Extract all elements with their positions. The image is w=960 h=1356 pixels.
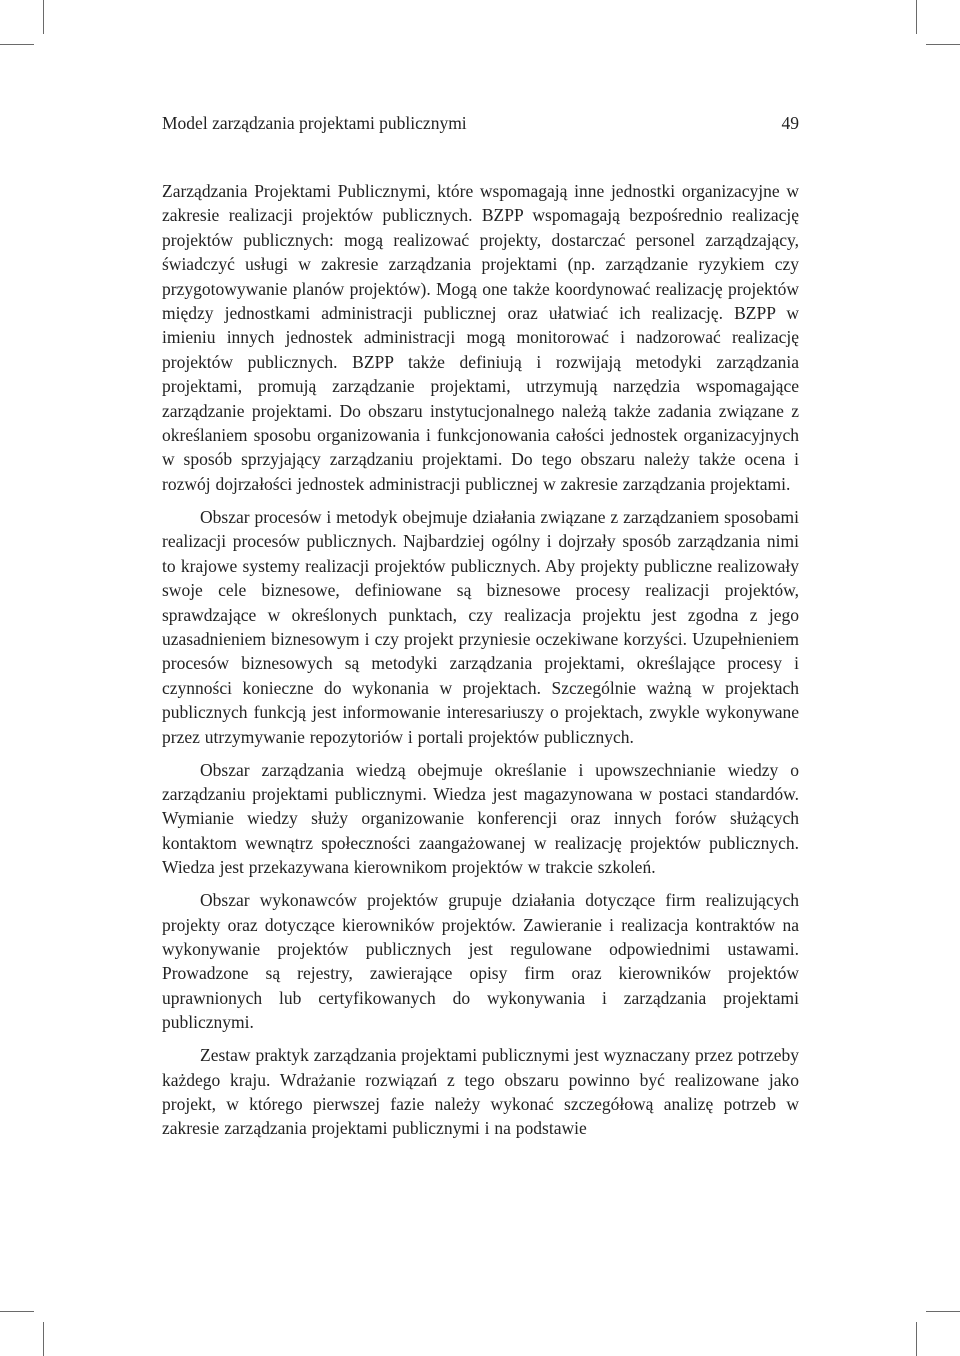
crop-mark [43, 1322, 44, 1356]
paragraph: Obszar zarządzania wiedzą obejmuje określanie i upowszechnianie wiedzy o zarządzaniu projektami publicznymi. Wiedza jest magazynowana w postaci standardów. Wymianie wiedzy służy organizowanie konferencji oraz innych forów służących kontaktom wewnątrz społeczności zaangażowanej w realizację projektów publicznych. Wiedza jest przekazywana kierownikom projektów w trakcie szkoleń. [162, 759, 799, 878]
paragraph: Zarządzania Projektami Publicznymi, które wspomagają inne jednostki organizacyjne w zakresie realizacji projektów publicznych. BZPP wspomagają bezpośrednio realizację projektów publicznych: mogą realizować projekty, dostarczać personel zarządzający, świadczyć usługi w zakresie zarządzania projektami (np. zarządzanie ryzykiem czy przygotowywanie planów projektów). Mogą one także koordynować realizację projektów między jednostkami administracji publicznej oraz ułatwiać ich realizację. BZPP w imieniu innych jednostek administracji mogą monitorować i nadzorować realizację projektów publicznych. BZPP także definiują i rozwijają metodyki zarządzania projektami, promują zarządzanie projektami, utrzymują narzędzia wspomagające zarządzanie projektami. Do obszaru instytucjonalnego należą także zadania związane z określaniem sposobu organizowania i funkcjonowania całości jednostek organizacyjnych w sposób sprzyjający zarządzaniu projektami. Do tego obszaru należy także ocena i rozwój dojrzałości jednostek administracji publicznej w zakresie zarządzania projektami. [162, 181, 799, 494]
page-number: 49 [781, 113, 799, 133]
crop-mark [926, 44, 960, 45]
crop-mark [916, 1322, 917, 1356]
crop-mark [926, 1311, 960, 1312]
crop-mark [0, 1311, 34, 1312]
paragraph: Obszar procesów i metodyk obejmuje działania związane z zarządzaniem sposobami realizacji procesów publicznych. Najbardziej ogólny i dojrzały sposób zarządzania nimi to krajowe systemy realizacji projektów publicznych. Aby projekty publiczne realizowały swoje cele biznesowe, definiowane są biznesowe procesy realizacji projektów, sprawdzające w określonych punktach, czy realizacja projektu jest zgodna z jego uzasadnieniem biznesowym i czy projekt przyniesie oczekiwane korzyści. Uzupełnieniem procesów biznesowych są metodyki zarządzania projektami, określające procesy i czynności konieczne do wykonania w projektach. Szczególnie ważną w projektach publicznych funkcją jest informowanie interesariuszy o projektach, zwykle wykonywane przez utrzymywanie repozytoriów i portali projektów publicznych. [162, 506, 799, 747]
paragraph: Zestaw praktyk zarządzania projektami publicznymi jest wyznaczany przez potrzeby każdego kraju. Wdrażanie rozwiązań z tego obszaru powinno być realizowane jako projekt, w którego pierwszej fazie należy wykonać szczegółową analizę potrzeb w zakresie zarządzania projektami publicznymi i na podstawie [162, 1045, 799, 1139]
page-header [162, 111, 799, 135]
paragraph: Obszar wykonawców projektów grupuje działania dotyczące firm realizujących projekty oraz dotyczące kierowników projektów. Zawieranie i realizacja kontraktów na wykonywanie projektów publicznych jest regulowane odpowiednimi ustawami. Prowadzone są rejestry, zawierające opisy firm oraz kierowników projektów uprawnionych lub certyfikowanych do wykonywania i zarządzania projektami publicznymi. [162, 890, 799, 1033]
crop-mark [0, 44, 34, 45]
crop-mark [916, 0, 917, 34]
crop-mark [43, 0, 44, 34]
running-title: Model zarządzania projektami publicznymi [162, 113, 467, 133]
body-text [162, 179, 799, 1141]
